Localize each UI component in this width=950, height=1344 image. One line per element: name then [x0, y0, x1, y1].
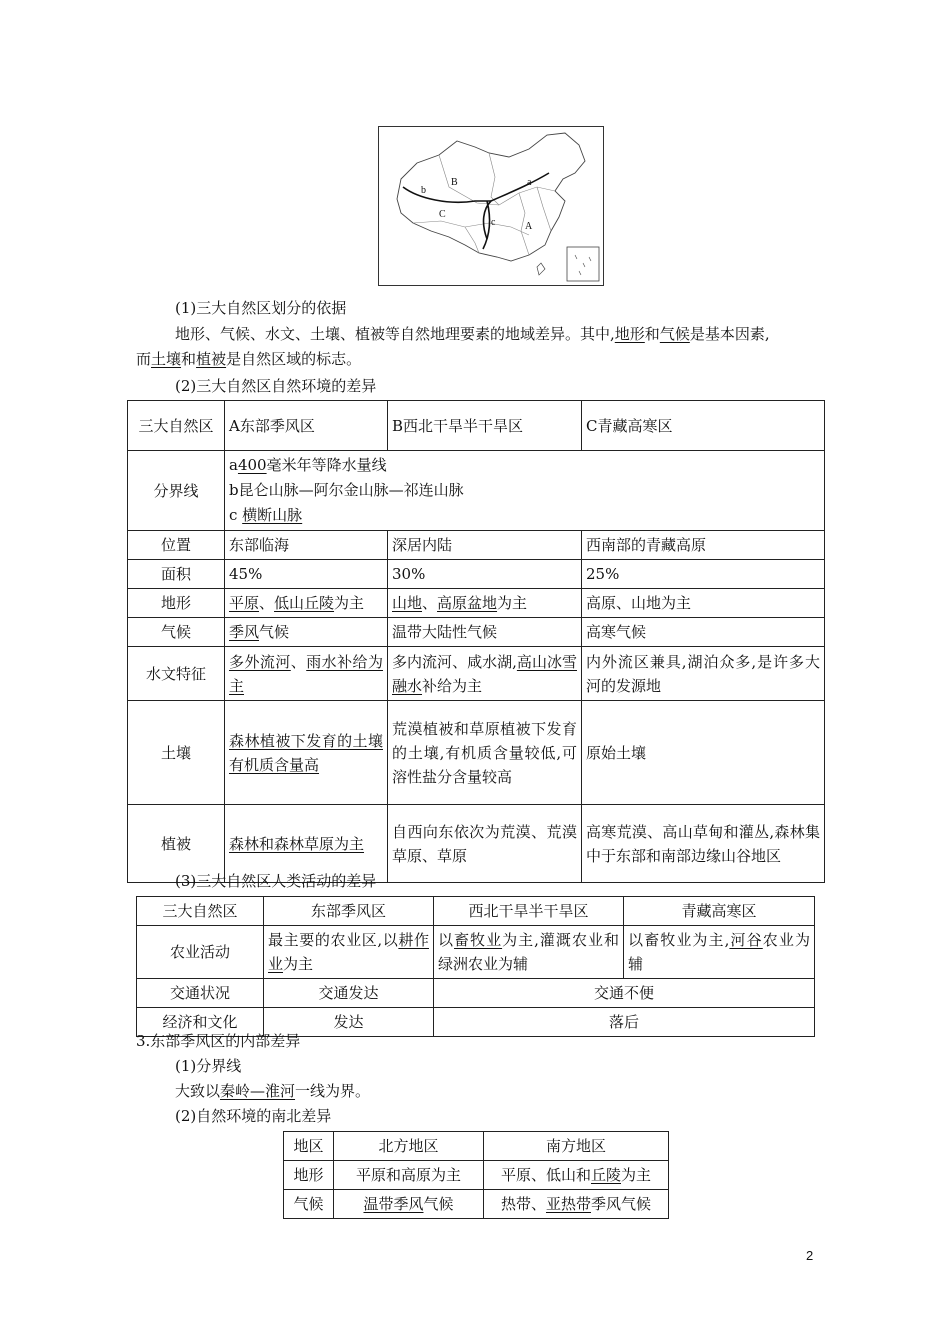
- map-label-b: b: [421, 185, 426, 196]
- boundary-cell: a400毫米年等降水量线 b昆仑山脉—阿尔金山脉—祁连山脉 c 横断山脉: [225, 451, 825, 531]
- row-label: 气候: [284, 1190, 334, 1219]
- cell-B: 以畜牧业为主,灌溉农业和绿洲农业为辅: [434, 926, 624, 979]
- header-cell: 青藏高寒区: [624, 897, 815, 926]
- row-label: 交通状况: [137, 979, 264, 1008]
- cell-A: 季风气候: [225, 618, 388, 647]
- table-row-terrain: [284, 1161, 669, 1190]
- row-label: 面积: [128, 560, 225, 589]
- header-cell: 地区: [284, 1132, 334, 1161]
- header-cell: B西北干旱半干旱区: [388, 401, 582, 451]
- section1-paragraph-line2: 而土壤和植被是自然区域的标志。: [136, 350, 362, 368]
- map-label-a: a: [527, 177, 532, 188]
- table-header-row: [137, 897, 815, 926]
- cell-A: 平原、低山丘陵为主: [225, 589, 388, 618]
- header-cell: A东部季风区: [225, 401, 388, 451]
- cell-north: 温带季风气候: [334, 1190, 484, 1219]
- section2-heading: (2)三大自然区自然环境的差异: [175, 377, 377, 395]
- cell-B: 深居内陆: [388, 531, 582, 560]
- table-row-agriculture: [137, 926, 815, 979]
- header-cell: 南方地区: [484, 1132, 669, 1161]
- cell-B: 山地、高原盆地为主: [388, 589, 582, 618]
- row-label: 土壤: [128, 701, 225, 805]
- header-cell: 北方地区: [334, 1132, 484, 1161]
- table-row-hydrology: [128, 647, 825, 701]
- row-label: 地形: [128, 589, 225, 618]
- cell-B: 温带大陆性气候: [388, 618, 582, 647]
- map-label-c: c: [491, 217, 496, 228]
- map-label-B: B: [451, 177, 458, 188]
- table-row-area: [128, 560, 825, 589]
- header-cell: C青藏高寒区: [582, 401, 825, 451]
- cell-A: 发达: [264, 1008, 434, 1037]
- header-cell: 东部季风区: [264, 897, 434, 926]
- north-south-table: [283, 1131, 669, 1219]
- header-cell: 三大自然区: [137, 897, 264, 926]
- row-label: 分界线: [128, 451, 225, 531]
- map-drawing: [379, 127, 603, 285]
- table-row-climate: [284, 1190, 669, 1219]
- page-number: 2: [806, 1248, 814, 1263]
- cell-B: 30%: [388, 560, 582, 589]
- table-row-transport: [137, 979, 815, 1008]
- cell-B: 荒漠植被和草原植被下发育的土壤,有机质含量较低,可溶性盐分含量较高: [388, 701, 582, 805]
- section4-boundary-line: 大致以秦岭—淮河一线为界。: [175, 1082, 371, 1100]
- cell-C: 高寒气候: [582, 618, 825, 647]
- cell-C: 原始土壤: [582, 701, 825, 805]
- table-header-row: [128, 401, 825, 451]
- section4-sub2: (2)自然环境的南北差异: [175, 1107, 332, 1125]
- header-cell: 三大自然区: [128, 401, 225, 451]
- boundary-line-b: [403, 187, 491, 202]
- row-label: 水文特征: [128, 647, 225, 701]
- cell-C: 高原、山地为主: [582, 589, 825, 618]
- cell-BC: 落后: [434, 1008, 815, 1037]
- cell-A: 最主要的农业区,以耕作业为主: [264, 926, 434, 979]
- cell-south: 热带、亚热带季风气候: [484, 1190, 669, 1219]
- row-label: 位置: [128, 531, 225, 560]
- cell-A: 45%: [225, 560, 388, 589]
- table-row-terrain: [128, 589, 825, 618]
- cell-C: 25%: [582, 560, 825, 589]
- row-label: 地形: [284, 1161, 334, 1190]
- human-activity-table: [136, 896, 815, 1037]
- map-label-C: C: [439, 209, 446, 220]
- cell-B: 自西向东依次为荒漠、荒漠草原、草原: [388, 805, 582, 883]
- cell-south: 平原、低山和丘陵为主: [484, 1161, 669, 1190]
- header-cell: 西北干旱半干旱区: [434, 897, 624, 926]
- section4-sub1: (1)分界线: [175, 1057, 242, 1075]
- table-row-location: [128, 531, 825, 560]
- table-row-climate: [128, 618, 825, 647]
- china-natural-regions-map: [378, 126, 604, 286]
- cell-A: 交通发达: [264, 979, 434, 1008]
- cell-C: 西南部的青藏高原: [582, 531, 825, 560]
- section4-title: 3.东部季风区的内部差异: [136, 1032, 301, 1050]
- row-label: 经济和文化: [137, 1008, 264, 1037]
- row-label: 植被: [128, 805, 225, 883]
- table-header-row: [284, 1132, 669, 1161]
- natural-environment-table: [127, 400, 825, 883]
- table-row-boundary: [128, 451, 825, 531]
- cell-A: 东部临海: [225, 531, 388, 560]
- section1-paragraph-line1: 地形、气候、水文、土壤、植被等自然地理要素的地域差异。其中,地形和气候是基本因素,: [175, 325, 770, 343]
- cell-A: 多外流河、雨水补给为主: [225, 647, 388, 701]
- cell-north: 平原和高原为主: [334, 1161, 484, 1190]
- cell-A: 森林和森林草原为主: [225, 805, 388, 883]
- cell-BC: 交通不便: [434, 979, 815, 1008]
- row-label: 气候: [128, 618, 225, 647]
- cell-C: 以畜牧业为主,河谷农业为辅: [624, 926, 815, 979]
- section1-heading: (1)三大自然区划分的依据: [175, 299, 347, 317]
- cell-A: 森林植被下发育的土壤有机质含量高: [225, 701, 388, 805]
- cell-C: 内外流区兼具,湖泊众多,是许多大河的发源地: [582, 647, 825, 701]
- table-row-soil: [128, 701, 825, 805]
- cell-B: 多内流河、咸水湖,高山冰雪融水补给为主: [388, 647, 582, 701]
- map-label-A: A: [525, 221, 533, 232]
- section3-heading: (3)三大自然区人类活动的差异: [175, 872, 377, 890]
- row-label: 农业活动: [137, 926, 264, 979]
- cell-C: 高寒荒漠、高山草甸和灌丛,森林集中于东部和南部边缘山谷地区: [582, 805, 825, 883]
